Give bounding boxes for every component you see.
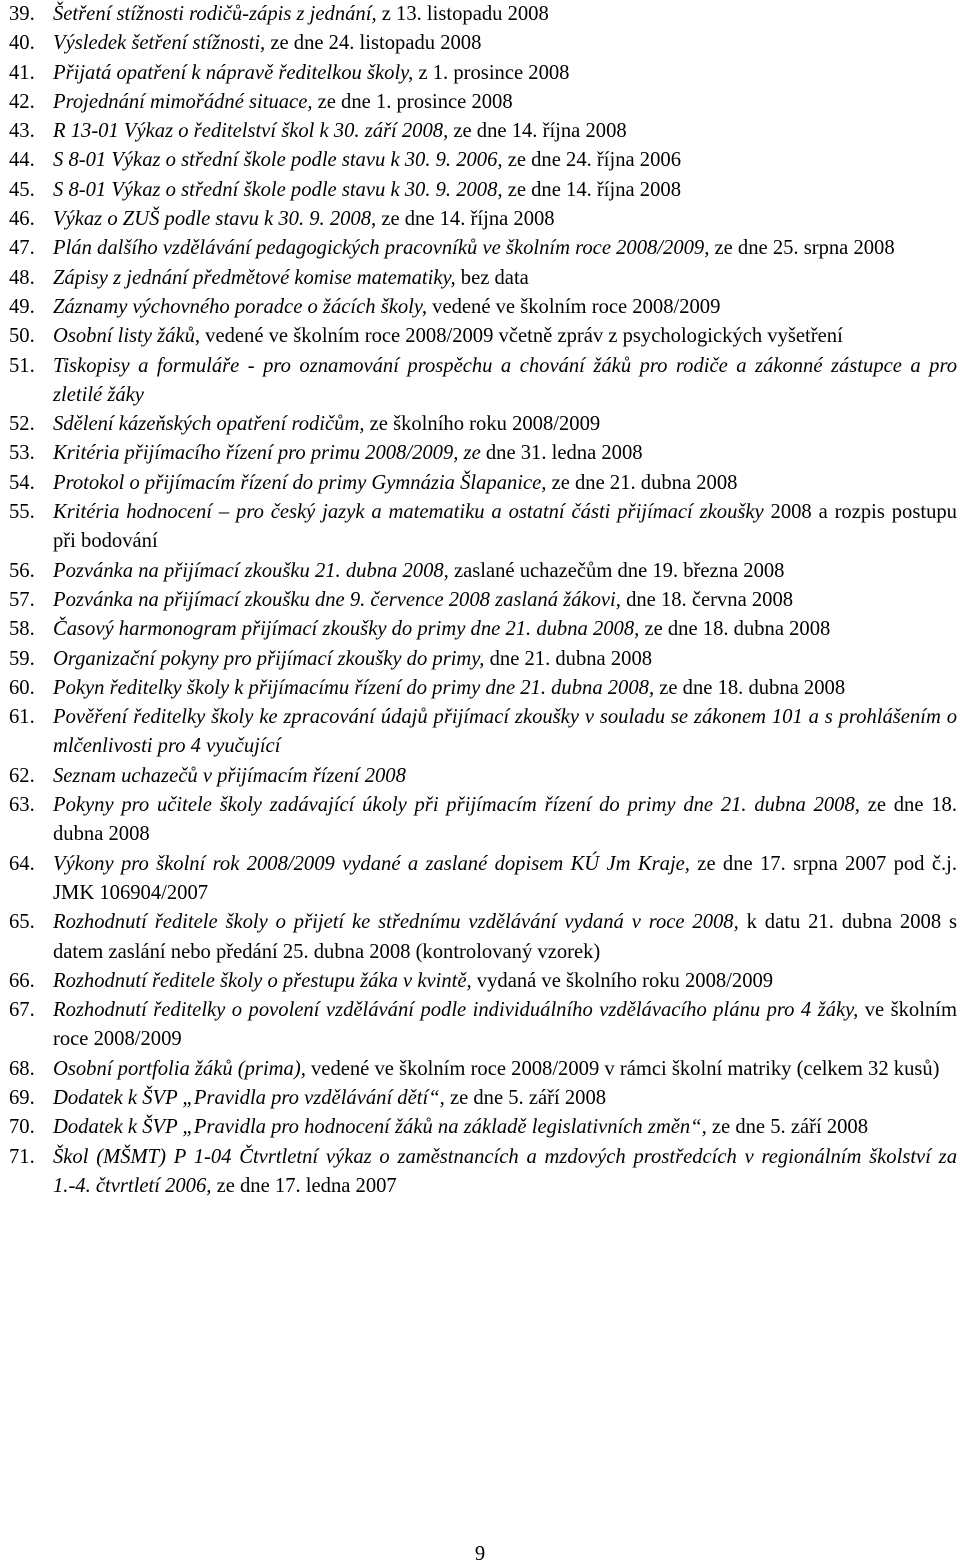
item-detail: ze dne 18. dubna 2008 (654, 676, 846, 699)
item-title-italic: Osobní portfolia žáků (prima), (53, 1057, 306, 1080)
item-detail: z 1. prosince 2008 (413, 61, 570, 84)
list-item (9, 674, 957, 703)
list-item-text (53, 88, 957, 117)
list-item-number: 50. (9, 325, 35, 348)
list-item-number: 59. (9, 647, 35, 670)
list-item (9, 615, 957, 644)
list-item-number: 39. (9, 3, 35, 25)
list-item-number: 41. (9, 61, 35, 84)
item-title-italic: R 13-01 Výkaz o ředitelství škol k 30. září 2008, (53, 120, 449, 143)
list-item-text (53, 674, 957, 703)
list-item-text (53, 0, 957, 29)
list-item-number: 53. (9, 442, 35, 465)
list-item-text (53, 117, 957, 146)
item-title-italic: Pokyn ředitelky školy k přijímacímu řízení do primy dne 21. dubna 2008, (53, 676, 655, 699)
list-item (9, 234, 957, 263)
item-title-italic: Dodatek k ŠVP „Pravidla pro hodnocení žáků na základě legislativních změn“, (53, 1116, 707, 1139)
list-item (9, 439, 957, 468)
list-item-text (53, 176, 957, 205)
item-detail: ze dne 18. dubna 2008 (53, 794, 958, 846)
item-detail: bez data (455, 266, 529, 289)
item-detail: vedené ve školním roce 2008/2009 včetně zpráv z psychologických vyšetření (200, 325, 843, 348)
item-detail: vydaná ve školního roku 2008/2009 (471, 969, 774, 992)
list-item-text (53, 615, 957, 644)
list-item-text (53, 146, 957, 175)
list-item-text (53, 645, 957, 674)
item-detail: dne 31. ledna 2008 (480, 442, 643, 465)
item-title-italic: Záznamy výchovného poradce o žácích školy, (53, 295, 428, 318)
item-detail: dne 18. června 2008 (620, 588, 794, 611)
item-detail: ze dne 14. října 2008 (376, 208, 555, 231)
item-title-italic: Dodatek k ŠVP „Pravidla pro vzdělávání dětí“, (53, 1086, 445, 1109)
list-item-text (53, 234, 957, 263)
list-item-number: 66. (9, 969, 35, 992)
item-title-italic: Rozhodnutí ředitele školy o přestupu žáka v kvintě, (53, 969, 472, 992)
item-detail: ze dne 5. září 2008 (444, 1086, 607, 1109)
item-title-italic: Škol (MŠMT) P 1-04 Čtvrtletní výkaz o zaměstnancích a mzdových prostředcích v regionálním školství za 1.-4. čtvrtletí 2006, (53, 1145, 957, 1197)
list-item-number: 48. (9, 266, 35, 289)
list-item-text (53, 586, 957, 615)
item-detail: dne 21. dubna 2008 (484, 647, 653, 670)
list-item-number: 56. (9, 559, 35, 582)
list-item (9, 498, 957, 557)
item-detail: ze dne 24. listopadu 2008 (265, 32, 482, 55)
list-item-text (53, 205, 957, 234)
list-item-text (53, 1143, 957, 1202)
list-item-text (53, 59, 957, 88)
item-title-italic: Pozvánka na přijímací zkoušku dne 9. července 2008 zaslaná žákovi, (53, 588, 621, 611)
list-item-number: 69. (9, 1086, 35, 1109)
list-item (9, 1084, 957, 1113)
list-item-text (53, 498, 957, 557)
list-item-text (53, 703, 957, 762)
list-item-text (53, 352, 957, 411)
list-item (9, 146, 957, 175)
item-title-italic: Výsledek šetření stížnosti, (53, 32, 266, 55)
list-item (9, 88, 957, 117)
item-detail: ze školního roku 2008/2009 (364, 413, 601, 436)
item-detail: z 13. listopadu 2008 (376, 3, 549, 25)
list-item (9, 645, 957, 674)
list-item (9, 117, 957, 146)
item-detail: k datu 21. dubna 2008 s datem zaslání nebo předání 25. dubna 2008 (kontrolovaný vzorek) (53, 911, 957, 963)
item-title-italic: Osobní listy žáků, (53, 325, 201, 348)
item-title-italic: Organizační pokyny pro přijímací zkoušky do primy, (53, 647, 485, 670)
list-item-number: 42. (9, 90, 35, 113)
list-item (9, 1113, 957, 1142)
item-detail: 2008 a rozpis postupu při bodování (53, 501, 957, 553)
list-item-text (53, 557, 957, 586)
list-item-number: 68. (9, 1057, 35, 1080)
list-item-number: 51. (9, 354, 35, 377)
list-item-text (53, 996, 957, 1055)
item-title-italic: Tiskopisy a formuláře - pro oznamování prospěchu a chování žáků pro rodiče a zákonné zástupce a pro zletilé žáky (53, 354, 957, 406)
list-item (9, 908, 957, 967)
list-item-text (53, 762, 957, 791)
list-item-number: 65. (9, 911, 35, 934)
page-number: 9 (474, 1543, 486, 1565)
list-item-number: 63. (9, 794, 35, 817)
list-item (9, 703, 957, 762)
item-title-italic: Protokol o přijímacím řízení do primy Gymnázia Šlapanice, (53, 471, 547, 494)
list-item (9, 850, 957, 909)
list-item-text (53, 264, 957, 293)
item-title-italic: Zápisy z jednání předmětové komise matematiky, (53, 266, 456, 289)
list-item-text (53, 967, 957, 996)
list-item-number: 44. (9, 149, 35, 172)
list-item-number: 71. (9, 1145, 35, 1168)
list-item-text (53, 1084, 957, 1113)
item-title-italic: Šetření stížnosti rodičů-zápis z jednání, (53, 3, 377, 25)
item-title-italic: Sdělení kázeňských opatření rodičům, (53, 413, 365, 436)
list-item-number: 47. (9, 237, 35, 260)
list-item (9, 410, 957, 439)
item-detail: ve školním roce 2008/2009 (53, 999, 957, 1051)
list-item (9, 59, 957, 88)
list-item-number: 67. (9, 999, 35, 1022)
list-item (9, 762, 957, 791)
item-detail: ze dne 14. října 2008 (448, 120, 627, 143)
list-item-number: 70. (9, 1116, 35, 1139)
list-item-text (53, 29, 957, 58)
list-item-number: 45. (9, 178, 35, 201)
list-item-text (53, 410, 957, 439)
list-item-text (53, 469, 957, 498)
item-title-italic: S 8-01 Výkaz o střední škole podle stavu k 30. 9. 2008, (53, 178, 503, 201)
item-title-italic: Seznam uchazečů v přijímacím řízení 2008 (53, 764, 406, 787)
list-item-text (53, 1055, 957, 1084)
item-detail: ze dne 25. srpna 2008 (709, 237, 895, 260)
list-item (9, 0, 957, 29)
list-item-text (53, 322, 957, 351)
item-detail: ze dne 14. října 2008 (502, 178, 681, 201)
list-item (9, 996, 957, 1055)
list-item-number: 57. (9, 588, 35, 611)
list-item-text (53, 293, 957, 322)
item-title-italic: Plán dalšího vzdělávání pedagogických pracovníků ve školním roce 2008/2009, (53, 237, 710, 260)
list-item-number: 54. (9, 471, 35, 494)
list-item-number: 52. (9, 413, 35, 436)
list-item (9, 322, 957, 351)
document-list (9, 0, 957, 1201)
item-title-italic: Časový harmonogram přijímací zkoušky do primy dne 21. dubna 2008, (53, 618, 640, 641)
item-detail: zaslané uchazečům dne 19. března 2008 (448, 559, 785, 582)
item-title-italic: Pozvánka na přijímací zkoušku 21. dubna 2008, (53, 559, 449, 582)
item-title-italic: Přijatá opatření k nápravě ředitelkou školy, (53, 61, 414, 84)
list-item-number: 49. (9, 295, 35, 318)
item-title-italic: Výkony pro školní rok 2008/2009 vydané a zaslané dopisem KÚ Jm Kraje, (53, 852, 690, 875)
item-detail: ze dne 17. ledna 2007 (211, 1174, 397, 1197)
item-title-italic: Rozhodnutí ředitele školy o přijetí ke střednímu vzdělávání vydaná v roce 2008, (53, 911, 739, 934)
item-detail: ze dne 21. dubna 2008 (546, 471, 738, 494)
list-item-number: 40. (9, 32, 35, 55)
list-item-number: 61. (9, 706, 35, 729)
list-item-number: 62. (9, 764, 35, 787)
item-title-italic: S 8-01 Výkaz o střední škole podle stavu k 30. 9. 2006, (53, 149, 503, 172)
item-detail: ze dne 5. září 2008 (706, 1116, 869, 1139)
item-detail: vedené ve školním roce 2008/2009 v rámci školní matriky (celkem 32 kusů) (305, 1057, 940, 1080)
list-item (9, 469, 957, 498)
item-detail: ze dne 17. srpna 2007 pod č.j. JMK 106904/2007 (53, 852, 957, 904)
item-title-italic: Kritéria hodnocení – pro český jazyk a matematiku a ostatní části přijímací zkoušky (53, 501, 764, 524)
list-item-number: 58. (9, 618, 35, 641)
list-item (9, 264, 957, 293)
list-item-text (53, 791, 957, 850)
item-title-italic: Kritéria přijímacího řízení pro primu 2008/2009, ze (53, 442, 481, 465)
list-item (9, 791, 957, 850)
item-detail: ze dne 18. dubna 2008 (639, 618, 831, 641)
list-item (9, 1055, 957, 1084)
list-item-text (53, 1113, 957, 1142)
list-item (9, 557, 957, 586)
list-item-number: 55. (9, 501, 35, 524)
list-item (9, 1143, 957, 1202)
item-title-italic: Rozhodnutí ředitelky o povolení vzdělávání podle individuálního vzdělávacího plánu pro 4 žáky, (53, 999, 859, 1022)
list-item-text (53, 908, 957, 967)
item-title-italic: Projednání mimořádné situace, (53, 90, 313, 113)
list-item (9, 176, 957, 205)
list-item-number: 43. (9, 120, 35, 143)
item-detail: ze dne 1. prosince 2008 (312, 90, 513, 113)
list-item (9, 352, 957, 411)
list-item (9, 967, 957, 996)
list-item-text (53, 439, 957, 468)
list-item-number: 46. (9, 208, 35, 231)
list-item (9, 205, 957, 234)
list-item (9, 293, 957, 322)
list-item-number: 60. (9, 676, 35, 699)
item-detail: ze dne 24. října 2006 (502, 149, 681, 172)
item-title-italic: Pokyny pro učitele školy zadávající úkoly při přijímacím řízení do primy dne 21. dubna 2008, (53, 794, 860, 817)
list-item (9, 29, 957, 58)
list-item-text (53, 850, 957, 909)
list-item (9, 586, 957, 615)
item-title-italic: Pověření ředitelky školy ke zpracování údajů přijímací zkoušky v souladu se zákonem 101 a s prohlášením o mlčenlivosti pro 4 vyučující (53, 706, 957, 758)
list-item-number: 64. (9, 852, 35, 875)
item-detail: vedené ve školním roce 2008/2009 (427, 295, 721, 318)
item-title-italic: Výkaz o ZUŠ podle stavu k 30. 9. 2008, (53, 208, 377, 231)
